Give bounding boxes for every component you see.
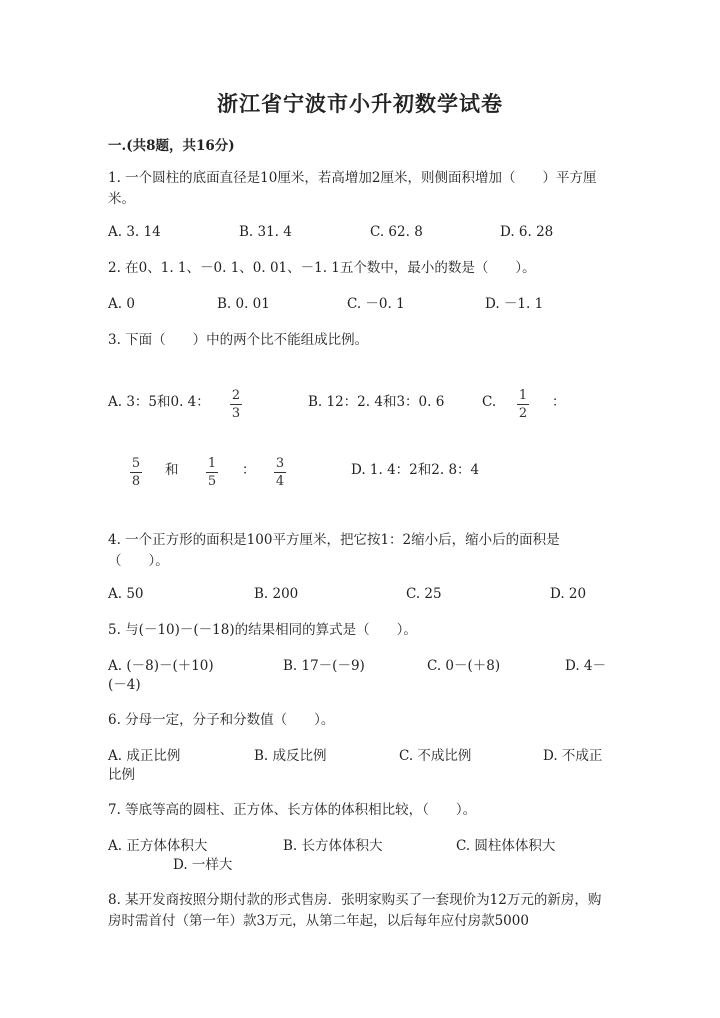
page-title: 浙江省宁波市小升初数学试卷 <box>217 91 503 116</box>
q3-option-d: D. 1. 4：2和2. 8：4 <box>351 462 480 478</box>
q6-option-b: B. 成反比例 <box>254 748 327 764</box>
q2-option-a: A. 0 <box>108 296 135 312</box>
numerator: 2 <box>231 388 241 403</box>
q4-option-d: D. 20 <box>550 586 587 602</box>
question-7-stem: 7. 等底等高的圆柱、正方体、长方体的体积相比较，（ ）。 <box>108 802 477 818</box>
denominator: 8 <box>131 474 141 489</box>
q1-option-c: C. 62. 8 <box>370 224 423 240</box>
section-heading: 一.(共8题，共16分) <box>108 138 235 154</box>
q7-option-b: B. 长方体体积大 <box>283 838 383 854</box>
q4-option-c: C. 25 <box>406 586 442 602</box>
q7-option-a: A. 正方体体积大 <box>108 838 208 854</box>
q5-option-a: A. (－8)－(＋10) <box>108 658 214 674</box>
q7-option-d: D. 一样大 <box>173 857 233 873</box>
q3-option-c-fraction-4 <box>274 456 286 489</box>
q3-option-a: A. 3：5和0. 4： <box>108 394 210 410</box>
q1-option-a: A. 3. 14 <box>108 224 161 240</box>
q2-option-c: C. －0. 1 <box>347 296 405 312</box>
q1-option-d: D. 6. 28 <box>500 224 554 240</box>
q5-option-b: B. 17－(－9) <box>283 658 365 674</box>
question-2-stem: 2. 在0、1. 1、－0. 1、0. 01、－1. 1五个数中，最小的数是（ ）。 <box>108 260 536 276</box>
question-5-stem: 5. 与(－10)－(－18)的结果相同的算式是（ ）。 <box>108 622 417 638</box>
q5-option-d: D. 4－ <box>565 658 607 674</box>
numerator: 1 <box>207 456 217 471</box>
q5-option-d-continued: (－4) <box>108 677 141 693</box>
question-4-stem: 4. 一个正方形的面积是100平方厘米，把它按1：2缩小后，缩小后的面积是（ ）。 <box>108 532 560 569</box>
q1-option-b: B. 31. 4 <box>239 224 292 240</box>
q6-option-d: D. 不成正 <box>543 748 603 764</box>
numerator: 5 <box>131 456 141 471</box>
q3-option-c-fraction-3 <box>206 456 218 489</box>
q6-option-d-continued: 比例 <box>108 767 135 783</box>
q6-option-a: A. 成正比例 <box>108 748 181 764</box>
question-1-stem: 1. 一个圆柱的底面直径是10厘米，若高增加2厘米，则侧面积增加（ ）平方厘米。 <box>108 170 597 207</box>
denominator: 2 <box>518 406 528 421</box>
q2-option-b: B. 0. 01 <box>217 296 270 312</box>
numerator: 1 <box>518 388 528 403</box>
q3-option-a-fraction <box>230 388 242 421</box>
denominator: 5 <box>207 474 217 489</box>
numerator: 3 <box>275 456 285 471</box>
q6-option-c: C. 不成比例 <box>399 748 472 764</box>
q5-option-c: C. 0－(＋8) <box>427 658 501 674</box>
q3-option-c-and: 和 <box>165 462 179 478</box>
q3-option-b: B. 12：2. 4和3：0. 6 <box>308 394 445 410</box>
question-8-stem: 8. 某开发商按照分期付款的形式售房．张明家购买了一套现价为12万元的新房，购房时需首付（第一年）款3万元，从第二年起，以后每年应付房款5000 <box>108 892 602 929</box>
q7-option-c: C. 圆柱体体积大 <box>456 838 556 854</box>
q4-option-b: B. 200 <box>254 586 299 602</box>
q3-option-c-fraction-1 <box>517 388 529 421</box>
ratio-colon: ： <box>552 394 566 410</box>
question-6-stem: 6. 分母一定，分子和分数值（ ）。 <box>108 712 335 728</box>
q4-option-a: A. 50 <box>108 586 144 602</box>
q2-option-d: D. －1. 1 <box>485 296 544 312</box>
denominator: 3 <box>231 406 241 421</box>
q3-option-c: C. <box>482 394 497 410</box>
denominator: 4 <box>275 474 285 489</box>
ratio-colon: ： <box>242 462 256 478</box>
q3-option-c-fraction-2 <box>130 456 142 489</box>
question-3-stem: 3. 下面（ ）中的两个比不能组成比例。 <box>108 332 369 348</box>
